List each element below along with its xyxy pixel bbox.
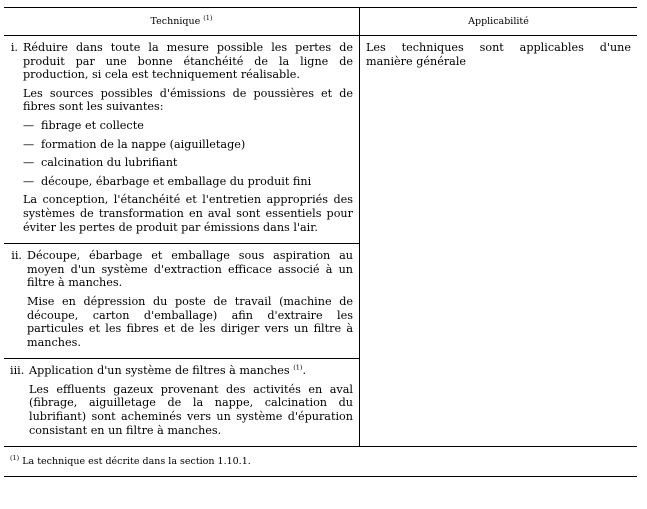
footnote-text: La technique est décrite dans la section 1.10.1. bbox=[22, 455, 251, 467]
footnote-ref: (1) bbox=[293, 363, 303, 372]
paragraph: Réduire dans toute la mesure possible les pertes de produit par une bonne étanchéité de la ligne de production, si cela est techniquement réalisable. bbox=[23, 41, 353, 82]
row-number: ii. bbox=[11, 249, 22, 263]
list-item: — fibrage et collecte bbox=[23, 118, 144, 132]
paragraph: Les sources possibles d'émissions de poussières et de fibres sont les suivantes: bbox=[23, 86, 353, 114]
applicability-cell bbox=[360, 36, 638, 447]
row-number: i. bbox=[10, 41, 18, 54]
header-applicability: Applicabilité bbox=[360, 8, 638, 36]
table-row-i bbox=[4, 36, 637, 244]
footnote bbox=[4, 447, 637, 477]
row-number: iii. bbox=[10, 364, 25, 378]
technique-cell-ii bbox=[4, 244, 360, 359]
table-header-row bbox=[4, 8, 637, 36]
bat-techniques-table bbox=[4, 7, 637, 477]
header-technique bbox=[4, 8, 360, 36]
technique-cell-i bbox=[4, 36, 360, 244]
header-technique-footnote-ref: (1) bbox=[203, 13, 213, 22]
header-technique-label: Technique bbox=[150, 16, 201, 27]
list-item: — calcination du lubrifiant bbox=[23, 156, 178, 170]
footnote-marker: (1) bbox=[10, 453, 20, 462]
document-table-region bbox=[4, 7, 636, 477]
paragraph: La conception, l'étanchéité et l'entretien appropriés des systèmes de transformation en aval sont essentiels pour éviter les pertes de produit par émissions dans l'air. bbox=[23, 193, 353, 234]
paragraph: Découpe, ébarbage et emballage sous aspiration au moyen d'un système d'extraction efficace associé à un filtre à manches. bbox=[27, 249, 353, 290]
list-item: — formation de la nappe (aiguilletage) bbox=[23, 137, 246, 151]
paragraph: Les effluents gazeux provenant des activités en aval (fibrage, aiguilletage de la nappe, calcination du lubrifiant) sont acheminés vers un système d'épuration consistant en un filtre à manches. bbox=[29, 382, 353, 437]
paragraph: Application d'un système de filtres à manches $^{(1)}$. bbox=[29, 363, 306, 378]
footnote-row bbox=[4, 447, 637, 477]
paragraph: Mise en dépression du poste de travail (machine de découpe, carton d'emballage) afin d'extraire les particules et les fibres et de les diriger vers un filtre à manches. bbox=[27, 294, 353, 349]
technique-cell-iii bbox=[4, 359, 360, 447]
applicability-text: Les techniques sont applicables d'une manière générale bbox=[366, 41, 631, 68]
list-item: — découpe, ébarbage et emballage du produit fini bbox=[23, 174, 312, 188]
